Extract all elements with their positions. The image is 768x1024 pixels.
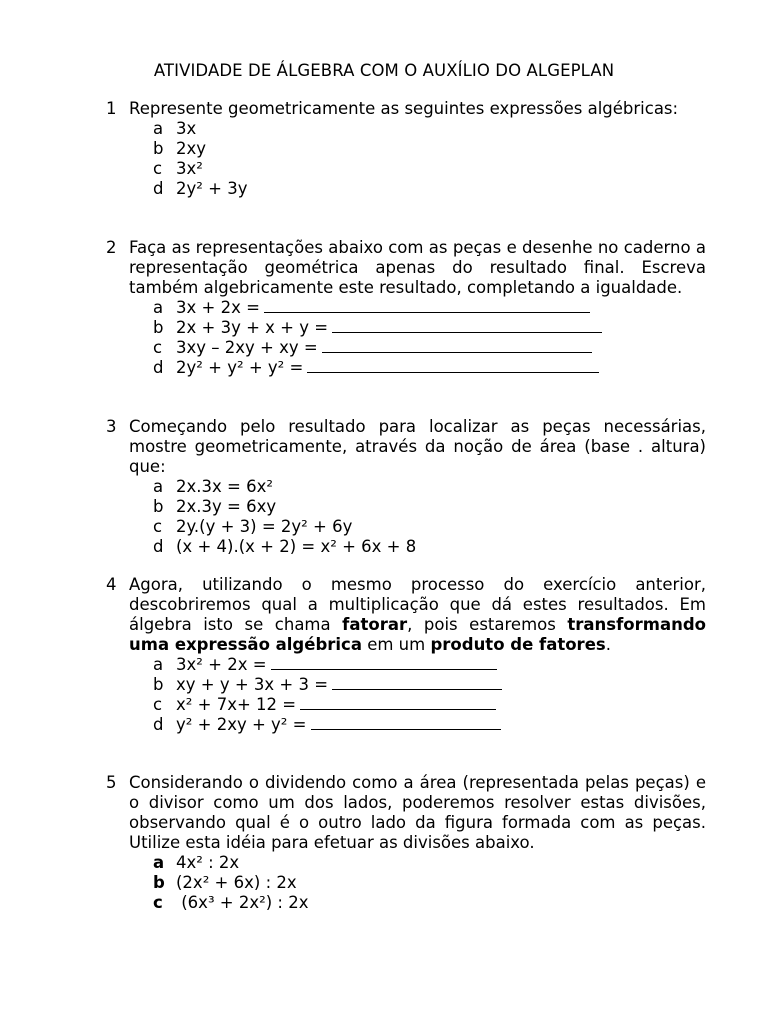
text-run: em um [361, 635, 431, 654]
list-item [153, 338, 706, 358]
answer-blank[interactable] [332, 318, 602, 333]
list-item [153, 358, 706, 378]
question-number: 5 [106, 773, 117, 792]
item-expression: (x + 4).(x + 2) = x² + 6x + 8 [176, 537, 417, 556]
question-3 [106, 417, 706, 557]
item-list [153, 298, 706, 378]
item-label: b [153, 318, 164, 337]
item-label: c [153, 517, 163, 536]
item-label: a [153, 119, 164, 138]
text-run: , pois estaremos [407, 615, 568, 634]
item-expression: 3x [176, 119, 197, 138]
item-label: a [153, 655, 164, 674]
item-label: b [153, 497, 164, 516]
item-list [153, 853, 706, 913]
item-label: d [153, 537, 164, 556]
item-list [153, 655, 706, 735]
list-item [153, 715, 706, 735]
item-label: c [153, 893, 163, 912]
item-label: b [153, 873, 165, 892]
item-expression: 2xy [176, 139, 207, 158]
item-expression: 2x.3y = 6xy [176, 497, 277, 516]
answer-blank[interactable] [322, 338, 592, 353]
list-item [153, 298, 706, 318]
item-expression: xy + y + 3x + 3 = [176, 675, 329, 694]
list-item [153, 537, 706, 557]
list-item [153, 179, 706, 199]
list-item [153, 517, 706, 537]
item-label: a [153, 853, 165, 872]
item-label: d [153, 358, 164, 377]
item-expression: 3x² + 2x = [176, 655, 267, 674]
list-item [153, 853, 706, 873]
bold-term: produto de fatores [430, 635, 606, 654]
question-number: 2 [106, 238, 117, 257]
item-list [153, 477, 706, 557]
list-item [153, 675, 706, 695]
item-expression: 2x + 3y + x + y = [176, 318, 329, 337]
question-number: 1 [106, 99, 117, 118]
question-text: Faça as representações abaixo com as peças e desenhe no caderno a representação geométrica apenas do resultado final. Escreva também algebricamente este resultado, completando a igualdade. [129, 238, 706, 297]
question-text: Considerando o dividendo como a área (representada pelas peças) e o divisor como um dos lados, poderemos resolver estas divisões, observando qual é o outro lado da figura formada com as peças. Utilize esta idéia para efetuar as divisões abaixo. [129, 773, 706, 852]
list-item [153, 477, 706, 497]
item-label: b [153, 139, 164, 158]
question-text [129, 575, 706, 655]
question-4 [106, 575, 706, 735]
item-expression: 2y² + y² + y² = [176, 358, 304, 377]
answer-blank[interactable] [307, 358, 599, 373]
item-expression: 3x² [176, 159, 203, 178]
item-expression: 3xy – 2xy + xy = [176, 338, 318, 357]
item-label: a [153, 298, 164, 317]
item-label: c [153, 159, 163, 178]
bold-term: fatorar [342, 615, 408, 634]
item-expression: x² + 7x+ 12 = [176, 695, 297, 714]
item-expression: (2x² + 6x) : 2x [176, 873, 297, 892]
question-text: Começando pelo resultado para localizar as peças necessárias, mostre geometricamente, através da noção de área (base . altura) que: [129, 417, 706, 476]
question-number: 3 [106, 417, 117, 436]
question-5 [106, 773, 706, 913]
question-2 [106, 238, 706, 378]
answer-blank[interactable] [332, 675, 502, 690]
list-item [153, 119, 706, 139]
answer-blank[interactable] [300, 695, 496, 710]
item-list [153, 119, 706, 199]
bold-term: transformando uma expressão algébrica [129, 615, 706, 654]
item-label: d [153, 179, 164, 198]
item-expression: 2x.3x = 6x² [176, 477, 273, 496]
list-item [153, 159, 706, 179]
text-run: Agora, utilizando o mesmo processo do exercício anterior, descobriremos qual a multiplicação que dá estes resultados. Em álgebra isto se chama [129, 575, 706, 634]
item-label: c [153, 338, 163, 357]
item-expression: (6x³ + 2x²) : 2x [176, 893, 309, 912]
item-label: c [153, 695, 163, 714]
question-text: Represente geometricamente as seguintes expressões algébricas: [129, 99, 679, 118]
list-item [153, 873, 706, 893]
item-expression: 4x² : 2x [176, 853, 240, 872]
item-expression: 2y.(y + 3) = 2y² + 6y [176, 517, 353, 536]
document-title: ATIVIDADE DE ÁLGEBRA COM O AUXÍLIO DO ALGEPLAN [153, 61, 615, 80]
item-label: a [153, 477, 164, 496]
item-label: d [153, 715, 164, 734]
list-item [153, 139, 706, 159]
answer-blank[interactable] [271, 655, 497, 670]
list-item [153, 497, 706, 517]
list-item [153, 318, 706, 338]
list-item [153, 655, 706, 675]
answer-blank[interactable] [311, 715, 501, 730]
item-expression: 3x + 2x = [176, 298, 260, 317]
question-1 [106, 99, 706, 199]
question-number: 4 [106, 575, 117, 594]
text-run: . [605, 635, 611, 654]
answer-blank[interactable] [264, 298, 590, 313]
item-expression: 2y² + 3y [176, 179, 248, 198]
list-item [153, 695, 706, 715]
item-expression: y² + 2xy + y² = [176, 715, 307, 734]
list-item [153, 893, 706, 913]
item-label: b [153, 675, 164, 694]
